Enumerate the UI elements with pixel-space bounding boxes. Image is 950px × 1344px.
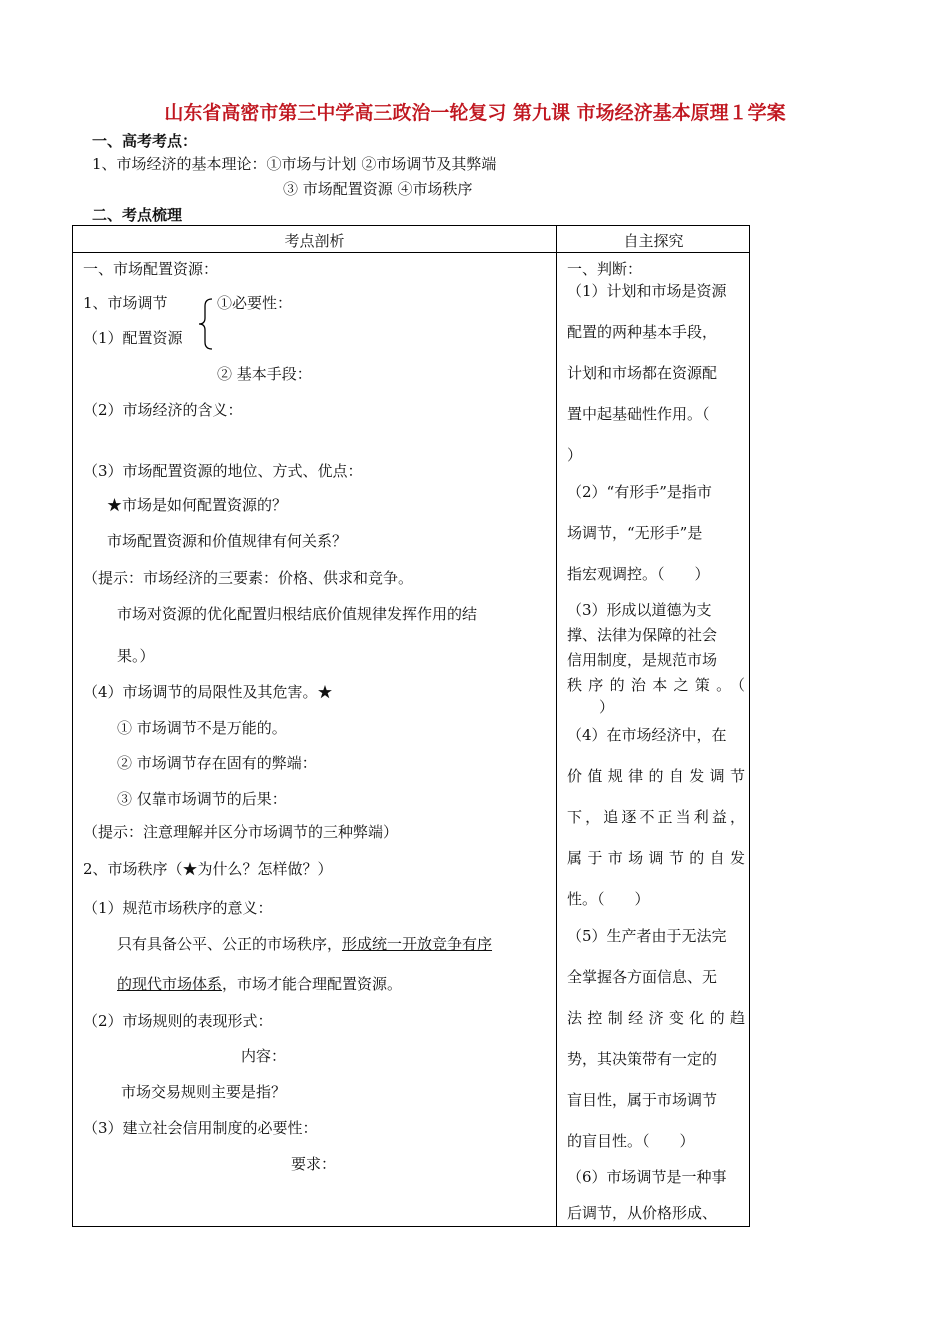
left-line: 2、市场秩序（★为什么？怎样做？）: [83, 860, 333, 878]
left-line: 市场配置资源和价值规律有何关系？: [107, 532, 348, 550]
right-line: 场调节，“无形手”是: [567, 524, 703, 542]
left-line: ① 市场调节不是万能的。: [117, 719, 287, 737]
right-line: 下，追逐不正当利益，: [567, 808, 745, 826]
section-heading-review: 二、考点梳理: [92, 206, 183, 224]
right-line: ）: [567, 446, 583, 464]
right-line: 法控制经济变化的趋: [567, 1009, 745, 1027]
right-line: 盲目性，属于市场调节: [567, 1091, 718, 1109]
right-line: 属于市场调节的自发: [567, 849, 745, 867]
left-line: （提示：市场经济的三要素：价格、供求和竞争。: [83, 569, 414, 587]
right-line: 价值规律的自发调节: [567, 767, 745, 785]
right-line: 计划和市场都在资源配: [567, 364, 718, 382]
left-line-part: ，市场才能合理配置资源。: [222, 975, 403, 993]
left-line: ①必要性：: [217, 294, 293, 312]
right-column: [567, 226, 745, 1226]
left-line: 内容：: [241, 1047, 287, 1065]
left-line: （1）规范市场秩序的意义：: [83, 899, 273, 917]
right-line: 一、判断：: [567, 260, 643, 278]
header-exploration: 自主探究: [623, 232, 684, 250]
study-table: [72, 225, 750, 1227]
right-line: 指宏观调控。（ ）: [567, 565, 710, 583]
left-line: 市场对资源的优化配置归根结底价值规律发挥作用的结: [117, 605, 478, 623]
column-divider: [556, 226, 557, 1226]
header-analysis: 考点剖析: [284, 232, 345, 250]
left-line: ② 市场调节存在固有的弊端：: [117, 754, 317, 772]
left-line: （4）市场调节的局限性及其危害。★: [83, 683, 333, 701]
right-line: 全掌握各方面信息、无: [567, 968, 718, 986]
right-line: ）: [599, 698, 615, 716]
left-line: （3）市场配置资源的地位、方式、优点：: [83, 462, 363, 480]
left-line: ② 基本手段：: [217, 365, 312, 383]
right-line: 配置的两种基本手段，: [567, 323, 718, 341]
right-line: 势，其决策带有一定的: [567, 1050, 718, 1068]
right-line: （2）“有形手”是指市: [567, 483, 712, 501]
right-line: 的盲目性。（ ）: [567, 1132, 695, 1150]
right-line: （6）市场调节是一种事: [567, 1168, 727, 1186]
left-line: [117, 973, 402, 994]
right-line: 秩序的治本之策。（: [567, 676, 745, 694]
left-line: [117, 933, 492, 954]
right-line: 信用制度，是规范市场: [567, 651, 718, 669]
curly-brace-icon: [198, 298, 214, 350]
right-line: （4）在市场经济中，在: [567, 726, 727, 744]
left-line: （提示：注意理解并区分市场调节的三种弊端）: [83, 823, 399, 841]
right-line: 后调节，从价格形成、: [567, 1204, 718, 1222]
underlined-phrase: 形成统一开放竞争有序: [342, 935, 493, 953]
left-line: 要求：: [291, 1155, 337, 1173]
right-line: （3）形成以道德为支: [567, 601, 712, 619]
left-line: （2）市场经济的含义：: [83, 401, 243, 419]
left-line-part: 只有具备公平、公正的市场秩序，: [117, 935, 343, 953]
left-line: （3）建立社会信用制度的必要性：: [83, 1119, 318, 1137]
exam-points-line-1: 1、市场经济的基本理论：①市场与计划 ②市场调节及其弊端: [92, 155, 497, 173]
left-line: ③ 仅靠市场调节的后果：: [117, 790, 287, 808]
left-line: （1）配置资源: [83, 329, 183, 347]
right-line: 置中起基础性作用。（: [567, 405, 710, 423]
left-line: ★市场是如何配置资源的？: [107, 496, 288, 514]
section-heading-exam-points: 一、高考考点：: [92, 132, 198, 150]
document-title: 山东省高密市第三中学高三政治一轮复习 第九课 市场经济基本原理１学案: [164, 102, 786, 124]
left-line: （2）市场规则的表现形式：: [83, 1012, 273, 1030]
left-line: 果。）: [117, 647, 155, 665]
right-line: 性。（ ）: [567, 890, 650, 908]
right-line: （5）生产者由于无法完: [567, 927, 727, 945]
right-line: 撑、法律为保障的社会: [567, 626, 718, 644]
exam-points-line-2: ③ 市场配置资源 ④市场秩序: [283, 180, 473, 198]
underlined-phrase: 的现代市场体系: [117, 975, 223, 993]
left-line: 市场交易规则主要是指？: [121, 1083, 287, 1101]
left-line: 一、市场配置资源：: [83, 260, 219, 278]
left-line: 1、市场调节: [83, 294, 168, 312]
right-line: （1）计划和市场是资源: [567, 282, 727, 300]
